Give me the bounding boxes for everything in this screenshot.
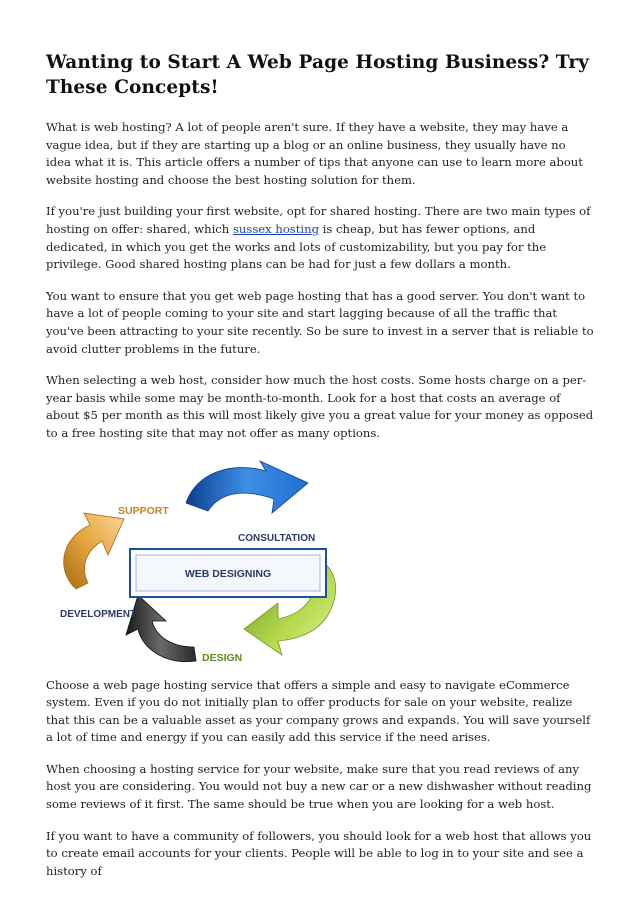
design-label: DESIGN: [202, 651, 243, 664]
paragraph-text: If you're just building your first website, opt for shared hosting. There are two main types of hosting on offer: shared, which: [46, 204, 591, 236]
development-label: DEVELOPMENT: [60, 608, 137, 620]
page-title: Wanting to Start A Web Page Hosting Business? Try These Concepts!: [46, 52, 590, 98]
sussex-hosting-link[interactable]: sussex hosting: [232, 221, 320, 236]
support-label: SUPPORT: [118, 504, 169, 517]
paragraph-server: You want to ensure that you get web page hosting that has a good server. You don't want to have a lot of people coming to your site and start lagging because of all the traffic that you've been attracting to your site recently. So be sure to invest in a server that is reliable to avoid clutter problems in the future.: [46, 288, 594, 356]
blue-cycle-arrow-icon: [186, 461, 308, 513]
document-page: [46, 0, 594, 880]
web-designing-cycle-diagram: [46, 443, 594, 677]
paragraph-cost: When selecting a web host, consider how much the host costs. Some hosts charge on a per-year basis while some may be month-to-month. Look for a host that costs an average of about $5 per month as this will most likely give you a great value for your money as opposed to a free hosting site that may not offer as many options.: [46, 373, 594, 440]
paragraph-reviews: When choosing a hosting service for your website, make sure that you read reviews of any host you are considering. You would not buy a new car or a new dishwasher without reading some reviews of it first. The same should be true when you are looking for a web host.: [46, 761, 592, 812]
paragraph-ecommerce: Choose a web page hosting service that offers a simple and easy to navigate eCommerce system. Even if you do not initially plan to offer products for sale on your website, realize that this can be a valuable asset as your company grows and expands. You will save yourself a lot of time and energy if you can easily add this service if the need arises.: [46, 677, 591, 745]
consultation-label: CONSULTATION: [238, 532, 316, 544]
gray-cycle-arrow-icon: [126, 595, 196, 662]
paragraph-text: is cheap, but has fewer options, and dedicated, in which you get the works and lots of customizability, but you pay for the privilege. Good shared hosting plans can be had for just a few dollars a month.: [46, 221, 547, 272]
paragraph-community: If you want to have a community of followers, you should look for a web host that allows you to create email accounts for your clients. People will be able to log in to your site and see a history of: [46, 828, 592, 878]
paragraph-intro: What is web hosting? A lot of people aren't sure. If they have a website, they may have a vague idea, but if they are starting up a blog or an online business, they usually have no idea what it is. This article offers a number of tips that anyone can use to learn more about website hosting and choose the best hosting solution for them.: [46, 120, 583, 187]
web-designing-label: WEB DESIGNING: [184, 567, 272, 580]
paragraph-shared-hosting: [46, 203, 594, 273]
orange-cycle-arrow-icon: [64, 513, 124, 589]
